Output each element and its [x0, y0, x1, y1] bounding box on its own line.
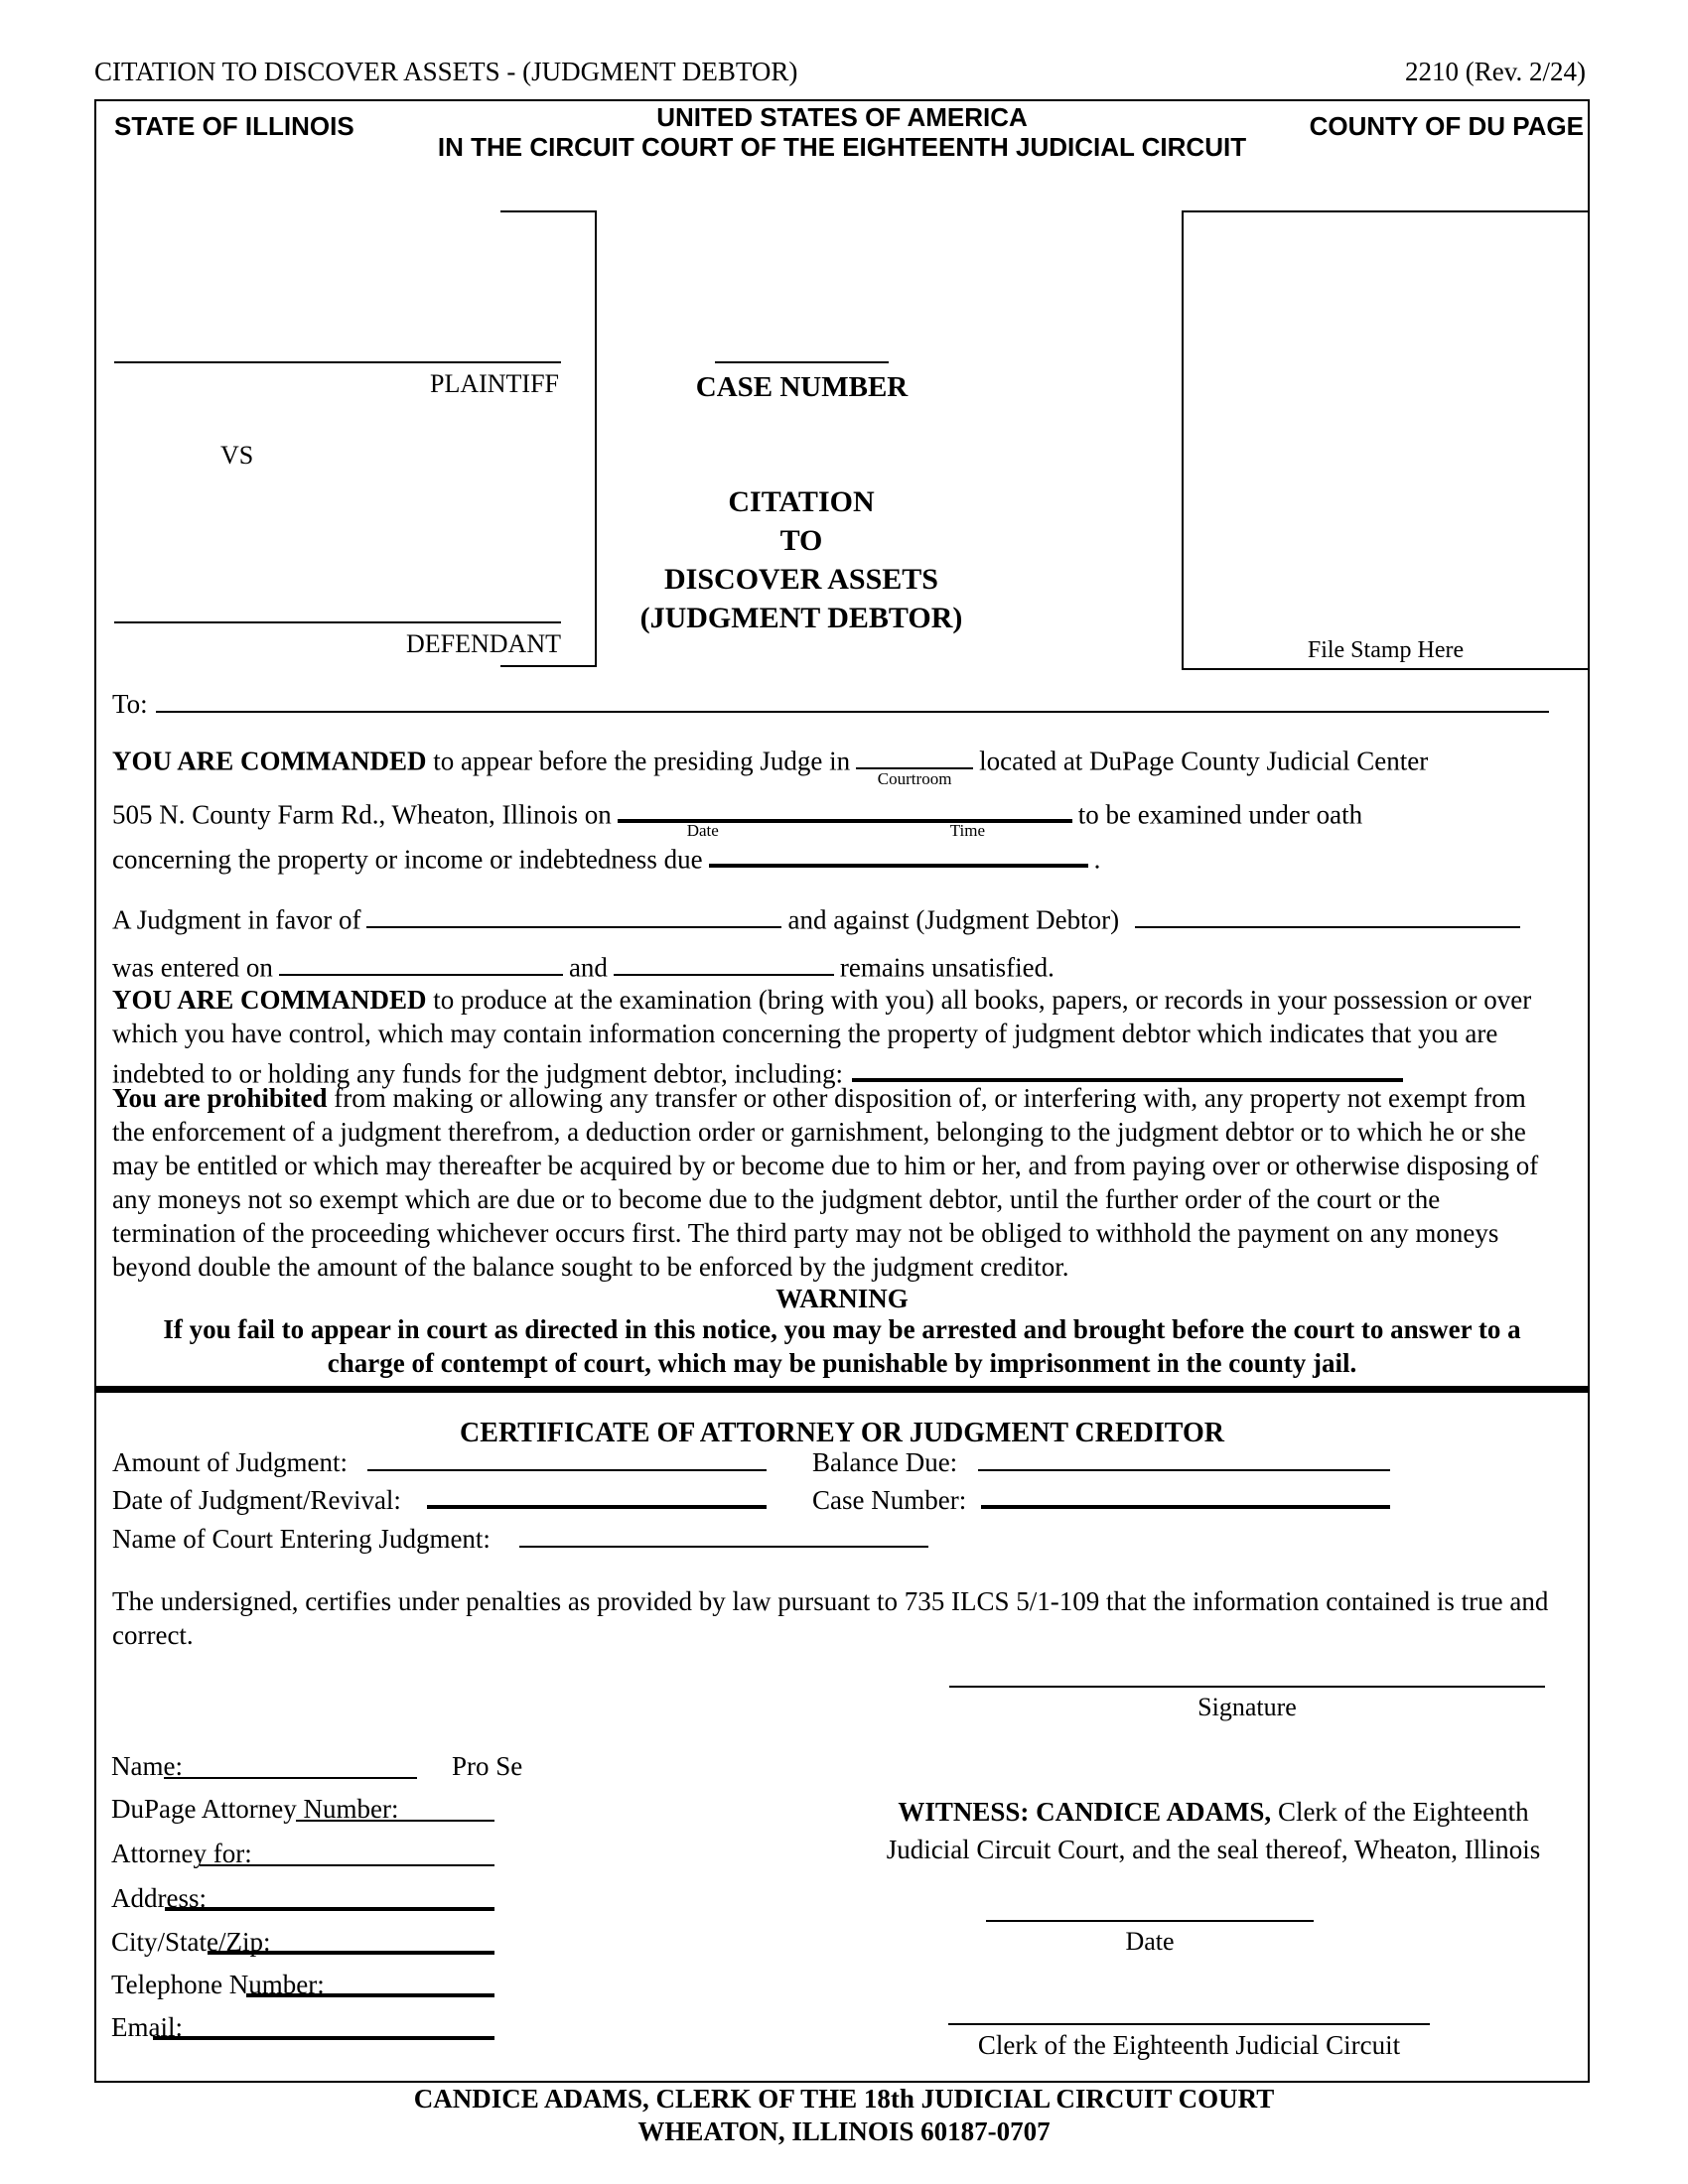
defendant-name-field[interactable] [114, 621, 561, 623]
case-number-label: CASE NUMBER [695, 371, 909, 403]
command-appear-bold: YOU ARE COMMANDED [112, 746, 427, 776]
witness-bold: WITNESS: CANDICE ADAMS, [898, 1797, 1272, 1827]
name-field[interactable] [164, 1777, 417, 1779]
judgment-favor-field[interactable] [366, 898, 781, 928]
indebtedness-due-field[interactable] [709, 836, 1088, 868]
balance-due-field[interactable] [978, 1469, 1390, 1471]
attorney-for-label: Attorney for: [111, 1839, 252, 1868]
clerk-label: Clerk of the Eighteenth Judicial Circuit [977, 2030, 1401, 2060]
prohibited-paragraph [112, 1081, 1554, 1284]
courtroom-field[interactable] [856, 740, 973, 788]
address-field[interactable] [165, 1907, 494, 1911]
signature-label: Signature [1197, 1693, 1297, 1721]
court-entering-judgment-label: Name of Court Entering Judgment: [112, 1524, 491, 1554]
to-field[interactable] [156, 711, 1549, 713]
certification-statement: The undersigned, certifies under penalties as provided by law pursuant to 735 ILCS 5/1-109 that the information contained is true and correct. [112, 1586, 1549, 1650]
amount-of-judgment-field[interactable] [367, 1469, 767, 1471]
including-field[interactable] [852, 1050, 1403, 1082]
judgment-line2 [112, 946, 1055, 983]
caption-bracket-bottom-tick [500, 665, 595, 667]
command-appear-text1: to appear before the presiding Judge in [433, 746, 851, 776]
pro-se-label: Pro Se [452, 1751, 523, 1781]
clerk-signature-field[interactable] [948, 2023, 1430, 2025]
command-appear-line3 [112, 836, 1100, 875]
certificate-case-number-field[interactable] [981, 1505, 1390, 1509]
command-produce-paragraph [112, 983, 1549, 1090]
judgment-entered-prefix: was entered on [112, 952, 273, 983]
witness-statement [876, 1793, 1551, 1868]
command-appear-line1 [112, 740, 1429, 788]
date-of-judgment-field[interactable] [427, 1505, 767, 1509]
witness-date-field[interactable] [986, 1920, 1314, 1922]
prohibited-text: from making or allowing any transfer or other disposition of, or interfering with, any property not exempt from the enforcement of a judgment therefrom, a deduction order or garnishment, belonging to the judgment debtor or to which he or she may be entitled or which may thereafter be acquired by or become due to him or her, and from paying over or otherwise disposing of any moneys not so exempt which are due or to become due to the judgment debtor, until the further order of the court or the termination of the proceeding whichever occurs first. The third party may not be obliged to withhold the payment on any moneys beyond double the amount of the balance sought to be enforced by the judgment creditor. [112, 1083, 1539, 1282]
state-heading: STATE OF ILLINOIS [114, 111, 354, 141]
date-of-judgment-label: Date of Judgment/Revival: [112, 1485, 401, 1515]
footer-line2: WHEATON, ILLINOIS 60187-0707 [637, 2116, 1051, 2146]
judgment-against-text: and against (Judgment Debtor) [787, 904, 1120, 935]
command-appear-line3-prefix: concerning the property or income or indebtedness due [112, 844, 703, 875]
certificate-title: CERTIFICATE OF ATTORNEY OR JUDGMENT CREDITOR [460, 1418, 1224, 1448]
command-appear-text2: located at DuPage County Judicial Center [979, 746, 1429, 776]
judgment-line1 [112, 898, 1526, 935]
date-sublabel: Date [686, 821, 719, 840]
city-state-zip-field[interactable] [208, 1951, 494, 1955]
caption-bracket-top-tick [500, 210, 595, 212]
unsatisfied-amount-field[interactable] [614, 946, 834, 976]
county-heading: COUNTY OF DU PAGE [1309, 111, 1584, 141]
attorney-for-field[interactable] [200, 1864, 494, 1866]
time-sublabel: Time [949, 821, 986, 840]
command-produce-text: to produce at the examination (bring with you) all books, papers, or records in your possession or over which you have control, which may contain information concerning the property of judgment debtor which indicates that you are indebted to or holding any funds for the judgment debtor, including: [112, 985, 1532, 1089]
to-label: To: [112, 689, 148, 719]
witness-text: Clerk of the Eighteenth Judicial Circuit Court, and the seal thereof, Wheaton, Illinois [886, 1797, 1541, 1864]
form-title-line: TO [779, 524, 823, 557]
command-appear-line2-suffix: to be examined under oath [1077, 799, 1363, 830]
case-number-caption-field[interactable] [715, 361, 889, 363]
prohibited-bold: You are prohibited [112, 1083, 328, 1113]
amount-of-judgment-label: Amount of Judgment: [112, 1447, 348, 1477]
file-stamp-label: File Stamp Here [1307, 637, 1465, 663]
footer-line1: CANDICE ADAMS, CLERK OF THE 18th JUDICIAL CIRCUIT COURT [413, 2084, 1275, 2114]
judgment-debtor-field[interactable] [1135, 898, 1520, 928]
circuit-heading: IN THE CIRCUIT COURT OF THE EIGHTEENTH JUDICIAL CIRCUIT [437, 132, 1247, 162]
usa-heading: UNITED STATES OF AMERICA [656, 102, 1028, 132]
plaintiff-name-field[interactable] [114, 361, 561, 363]
signature-field[interactable] [949, 1686, 1545, 1688]
telephone-number-label: Telephone Number: [111, 1970, 325, 1999]
certificate-case-number-label: Case Number: [812, 1485, 967, 1515]
page-title: CITATION TO DISCOVER ASSETS - (JUDGMENT DEBTOR) [94, 57, 798, 86]
vs-label: VS [220, 441, 254, 470]
command-appear-line3-suffix: . [1093, 844, 1101, 875]
dupage-attorney-number-field[interactable] [296, 1820, 494, 1822]
judgment-unsatisfied-text: remains unsatisfied. [839, 952, 1055, 983]
name-label: Name: [111, 1751, 183, 1781]
courtroom-sublabel: Courtroom [877, 769, 952, 788]
telephone-number-field[interactable] [246, 1993, 494, 1997]
defendant-label: DEFENDANT [406, 629, 561, 658]
warning-text: If you fail to appear in court as directed in this notice, you may be arrested and brought before the court to answer to a charge of contempt of court, which may be punishable by imprisonment in the county jail. [163, 1314, 1521, 1378]
email-label: Email: [111, 2012, 183, 2042]
dupage-attorney-number-label: DuPage Attorney Number: [111, 1794, 399, 1824]
judgment-entered-date-field[interactable] [279, 946, 563, 976]
judgment-and-text: and [568, 952, 608, 983]
file-stamp-box [1182, 210, 1590, 670]
email-field[interactable] [153, 2036, 494, 2040]
warning-title: WARNING [775, 1284, 909, 1313]
address-label: Address: [111, 1883, 207, 1913]
city-state-zip-label: City/State/Zip: [111, 1927, 271, 1957]
court-entering-judgment-field[interactable] [519, 1546, 928, 1548]
plaintiff-label: PLAINTIFF [429, 369, 559, 398]
form-title-line: (JUDGMENT DEBTOR) [639, 602, 963, 634]
appearance-date-time-field[interactable] [618, 791, 1072, 840]
form-title [596, 482, 1007, 637]
section-divider [96, 1386, 1588, 1393]
form-title-line: DISCOVER ASSETS [664, 563, 938, 596]
command-produce-bold: YOU ARE COMMANDED [112, 985, 427, 1015]
judgment-favor-prefix: A Judgment in favor of [112, 904, 361, 935]
balance-due-label: Balance Due: [812, 1447, 958, 1477]
witness-date-label: Date [1125, 1927, 1175, 1956]
form-number: 2210 (Rev. 2/24) [1405, 57, 1586, 86]
command-appear-line2-prefix: 505 N. County Farm Rd., Wheaton, Illinois on [112, 799, 612, 830]
form-title-line: CITATION [728, 485, 875, 518]
command-appear-line2 [112, 791, 1363, 840]
